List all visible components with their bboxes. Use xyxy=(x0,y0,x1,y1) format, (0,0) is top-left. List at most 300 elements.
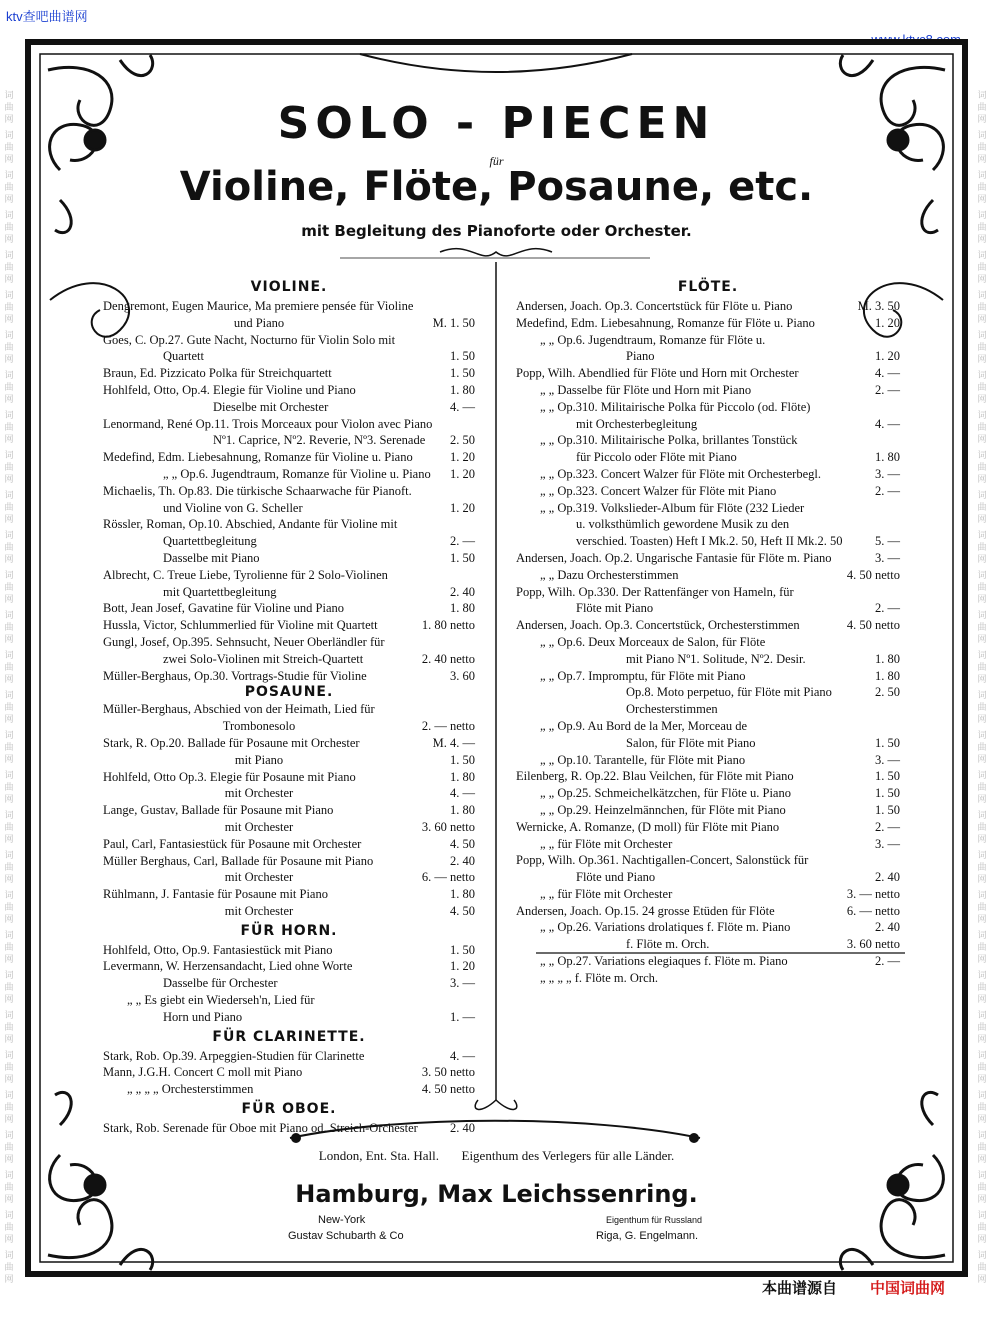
catalog-entry xyxy=(516,533,900,550)
entry-title: „ „ Op.26. Variations drolatiques f. Flöte m. Piano xyxy=(540,920,791,935)
entry-price: 2. — xyxy=(875,819,900,834)
side-watermark-glyph: 网 xyxy=(4,155,14,165)
entry-title: f. Flöte m. Orch. xyxy=(626,937,710,952)
entry-price: 4. 50 xyxy=(450,903,475,918)
instruments-title: Violine, Flöte, Posaune, etc. xyxy=(179,164,814,210)
side-watermark-glyph: 网 xyxy=(977,435,987,445)
entry-price: 3. — netto xyxy=(846,886,900,901)
side-watermark-glyph: 词 xyxy=(977,1171,987,1181)
entry-price: 1. 50 xyxy=(450,550,475,565)
side-watermark-glyph: 曲 xyxy=(4,903,14,913)
side-watermark-glyph: 词 xyxy=(977,971,987,981)
catalog-entry xyxy=(516,449,900,466)
side-watermark-glyph: 曲 xyxy=(977,1023,987,1033)
entry-title: Lenormand, René Op.11. Trois Morceaux pour Violon avec Piano xyxy=(103,416,433,431)
entry-title: Albrecht, C. Treue Liebe, Tyrolienne für 2 Solo-Violinen xyxy=(103,567,388,582)
side-watermark-glyph: 词 xyxy=(977,411,987,421)
entry-price: 2. 40 xyxy=(450,853,475,868)
side-watermark-glyph: 词 xyxy=(977,371,987,381)
entry-title: Hussla, Victor, Schlummerlied für Violine mit Quartett xyxy=(103,618,378,633)
watermark-bottom-right: 中国词曲网 xyxy=(870,1279,946,1297)
side-watermark-glyph: 曲 xyxy=(977,983,987,993)
side-watermark-glyph: 词 xyxy=(977,491,987,501)
side-watermark-glyph: 曲 xyxy=(4,1063,14,1073)
catalog-entry xyxy=(103,1048,475,1065)
side-watermark-glyph: 曲 xyxy=(4,423,14,433)
left-column xyxy=(103,276,475,1137)
entry-price: 1. 20 xyxy=(450,959,475,974)
side-watermark-glyph: 曲 xyxy=(977,1183,987,1193)
entry-price: 2. — xyxy=(875,601,900,616)
side-watermark-glyph: 词 xyxy=(977,131,987,141)
entry-title: Quartettbegleitung xyxy=(163,534,257,549)
side-watermark-glyph: 曲 xyxy=(977,1143,987,1153)
entry-price: 3. — xyxy=(875,836,900,851)
side-watermark-glyph: 词 xyxy=(977,731,987,741)
side-watermark-glyph: 网 xyxy=(4,835,14,845)
side-watermark-glyph: 曲 xyxy=(977,223,987,233)
entry-price: 3. 60 netto xyxy=(421,819,475,834)
watermark-top-right: www.ktvc8.com xyxy=(871,32,961,47)
side-watermark-glyph: 曲 xyxy=(4,1183,14,1193)
catalog-entry xyxy=(103,718,475,735)
side-watermark-glyph: 词 xyxy=(977,611,987,621)
catalog-entry xyxy=(103,516,475,533)
catalog-entry xyxy=(516,516,900,533)
side-watermark-glyph: 词 xyxy=(4,891,14,901)
side-watermark-glyph: 曲 xyxy=(4,703,14,713)
entry-title: mit Orchester xyxy=(224,786,294,801)
entry-title: Müller-Berghaus, Abschied von der Heimath, Lied für xyxy=(103,702,375,717)
side-watermark-glyph: 网 xyxy=(4,915,14,925)
side-watermark-glyph: 网 xyxy=(4,1075,14,1085)
catalog-entry xyxy=(103,1064,475,1081)
entry-title: Dengremont, Eugen Maurice, Ma premiere pensée für Violine xyxy=(103,299,414,313)
side-watermark-glyph: 曲 xyxy=(4,223,14,233)
side-watermark-glyph: 曲 xyxy=(977,583,987,593)
side-watermark-glyph: 词 xyxy=(4,371,14,381)
side-watermark-glyph: 词 xyxy=(977,1011,987,1021)
side-watermark-glyph: 网 xyxy=(977,1195,987,1205)
side-watermark-glyph: 曲 xyxy=(4,183,14,193)
side-watermark-glyph: 词 xyxy=(4,971,14,981)
side-watermark-glyph: 曲 xyxy=(4,1263,14,1273)
side-watermark-glyph: 网 xyxy=(4,315,14,325)
footer-newyork: New-York xyxy=(318,1214,366,1226)
entry-title: „ „ Es giebt ein Wiederseh'n, Lied für xyxy=(127,993,315,1008)
side-watermark-glyph: 网 xyxy=(4,1155,14,1165)
section-heading-oboe: FÜR OBOE. xyxy=(241,1101,337,1118)
entry-title: Gungl, Josef, Op.395. Sehnsucht, Neuer Oberländler für xyxy=(103,634,385,649)
entry-title: Paul, Carl, Fantasiestück für Posaune mit Orchester xyxy=(103,836,362,851)
entry-title: Michaelis, Th. Op.83. Die türkische Schaarwache für Pianoft. xyxy=(103,483,412,498)
side-watermark-glyph: 网 xyxy=(977,315,987,325)
side-watermark-glyph: 词 xyxy=(977,1051,987,1061)
side-watermark-glyph: 网 xyxy=(4,755,14,765)
entry-price: 4. 50 xyxy=(450,836,475,851)
side-watermark-glyph: 网 xyxy=(4,1235,14,1245)
side-watermark-glyph: 网 xyxy=(4,595,14,605)
side-watermark-glyph: 词 xyxy=(4,251,14,261)
side-watermark-glyph: 曲 xyxy=(977,623,987,633)
side-watermark-glyph: 词 xyxy=(4,1051,14,1061)
entry-price: 2. 50 xyxy=(875,685,900,700)
side-watermark-glyph: 网 xyxy=(977,635,987,645)
entry-title: Piano xyxy=(626,349,655,364)
entry-title: mit Orchester xyxy=(224,870,294,885)
side-watermark-glyph: 词 xyxy=(4,1251,14,1261)
entry-title: Medefind, Edm. Liebesahnung, Romanze für Flöte u. Piano xyxy=(516,315,815,330)
catalog-entry xyxy=(516,785,900,802)
side-watermark-glyph: 网 xyxy=(977,795,987,805)
catalog-entry xyxy=(103,975,475,992)
entry-title: „ „ „ „ f. Flöte m. Orch. xyxy=(540,970,659,985)
entry-title: und Piano xyxy=(233,315,285,330)
side-watermark-glyph: 网 xyxy=(4,995,14,1005)
entry-price: 1. 80 xyxy=(450,601,475,616)
side-watermark-glyph: 网 xyxy=(977,995,987,1005)
catalog-entry xyxy=(516,752,900,769)
footer-eigenthum: Eigenthum des Verlegers für alle Länder. xyxy=(461,1148,675,1163)
catalog-entry xyxy=(516,886,900,903)
catalog-entry xyxy=(103,533,475,550)
side-watermark-glyph: 词 xyxy=(4,1011,14,1021)
side-watermark-glyph: 词 xyxy=(977,531,987,541)
catalog-entry xyxy=(103,819,475,836)
entry-title: Hohlfeld, Otto, Op.4. Elegie für Violine und Piano xyxy=(103,382,356,397)
entry-price: 1. — xyxy=(450,1009,475,1024)
side-watermark-glyph: 词 xyxy=(4,131,14,141)
entry-price: 6. — netto xyxy=(421,870,475,885)
side-watermark-glyph: 词 xyxy=(977,1211,987,1221)
entry-price: 3. 50 netto xyxy=(421,1065,475,1080)
side-watermark-glyph: 曲 xyxy=(4,623,14,633)
side-watermark-glyph: 网 xyxy=(977,1115,987,1125)
catalog-entry xyxy=(103,315,475,332)
side-watermark-glyph: 词 xyxy=(977,811,987,821)
right-column xyxy=(516,276,900,987)
entry-price: 1. 50 xyxy=(875,786,900,801)
catalog-entry xyxy=(516,617,900,634)
entry-title: „ „ Op.25. Schmeichelkätzchen, für Flöte u. Piano xyxy=(540,786,791,801)
catalog-entry xyxy=(516,836,900,853)
catalog-entry xyxy=(103,853,475,870)
side-watermark-glyph: 曲 xyxy=(4,143,14,153)
side-watermark-glyph: 词 xyxy=(977,891,987,901)
entry-title: Eilenberg, R. Op.22. Blau Veilchen, für Flöte mit Piano xyxy=(516,769,794,784)
side-watermark-glyph: 曲 xyxy=(977,783,987,793)
title-fuer: für xyxy=(489,154,504,168)
side-watermark-glyph: 曲 xyxy=(4,303,14,313)
floete-list xyxy=(516,298,900,987)
entry-title: „ „ Op.9. Au Bord de la Mer, Morceau de xyxy=(540,718,748,733)
side-watermark-glyph: 网 xyxy=(4,1035,14,1045)
side-watermark-glyph: 网 xyxy=(977,1155,987,1165)
catalog-entry xyxy=(516,315,900,332)
watermark-bottom-left: 本曲谱源自 xyxy=(762,1279,838,1297)
side-watermark-glyph: 网 xyxy=(4,275,14,285)
entry-price: M. 4. — xyxy=(432,735,475,750)
side-watermark-glyph: 曲 xyxy=(977,1263,987,1273)
entry-price: 3. — xyxy=(450,976,475,991)
side-watermark-glyph: 词 xyxy=(4,1091,14,1101)
side-watermark-glyph: 网 xyxy=(4,475,14,485)
side-watermark-glyph: 网 xyxy=(977,675,987,685)
side-watermark-glyph: 曲 xyxy=(4,103,14,113)
side-watermark-glyph: 网 xyxy=(4,635,14,645)
side-watermark-glyph: 网 xyxy=(977,115,987,125)
entry-title: „ „ Op.27. Variations elegiaques f. Flöte m. Piano xyxy=(540,954,788,969)
catalog-entry xyxy=(103,942,475,959)
entry-price: M. 1. 50 xyxy=(432,315,475,330)
catalog-entry xyxy=(516,684,900,701)
side-watermark-glyph: 网 xyxy=(977,955,987,965)
side-watermark-glyph: 网 xyxy=(977,595,987,605)
side-watermark-glyph: 曲 xyxy=(977,663,987,673)
entry-price: 1. 50 xyxy=(875,802,900,817)
side-watermark-glyph: 曲 xyxy=(977,703,987,713)
side-watermark-glyph: 曲 xyxy=(977,383,987,393)
entry-title: „ „ Op.10. Tarantelle, für Flöte mit Piano xyxy=(540,752,746,767)
entry-title: Popp, Wilh. Abendlied für Flöte und Horn mit Orchester xyxy=(516,366,799,381)
entry-price: 1. 50 xyxy=(875,769,900,784)
entry-price: 3. — xyxy=(875,466,900,481)
catalog-entry xyxy=(103,416,475,433)
entry-price: 3. — xyxy=(875,550,900,565)
catalog-entry xyxy=(103,332,475,349)
side-watermark-glyph: 词 xyxy=(4,811,14,821)
entry-title: „ „ Op.6. Jugendtraum, Romanze für Violine u. Piano xyxy=(163,466,431,481)
entry-price: 1. 20 xyxy=(875,349,900,364)
catalog-entry xyxy=(516,668,900,685)
side-watermark-glyph: 曲 xyxy=(4,503,14,513)
side-watermark-glyph: 曲 xyxy=(977,743,987,753)
entry-price: 2. — xyxy=(875,483,900,498)
entry-title: Nº1. Caprice, Nº2. Reverie, Nº3. Serenade xyxy=(213,433,426,448)
entry-title: Popp, Wilh. Op.330. Der Rattenfänger von Hameln, für xyxy=(516,584,794,599)
side-watermark-glyph: 曲 xyxy=(977,943,987,953)
entry-price: 4. 50 netto xyxy=(846,618,900,633)
entry-price: 3. 60 netto xyxy=(846,937,900,952)
catalog-entry xyxy=(516,634,900,651)
catalog-entry xyxy=(516,298,900,315)
footer-riga-label: Eigenthum für Russland xyxy=(606,1215,703,1225)
entry-title: „ „ für Flöte mit Orchester xyxy=(540,836,673,851)
entry-title: Wernicke, A. Romanze, (D moll) für Flöte mit Piano xyxy=(516,819,780,834)
entry-title: Lange, Gustav, Ballade für Posaune mit Piano xyxy=(103,803,334,818)
side-watermark-glyph: 曲 xyxy=(977,423,987,433)
entry-title: mit Quartettbegleitung xyxy=(163,584,277,599)
entry-title: Müller-Berghaus, Op.30. Vortrags-Studie für Violine xyxy=(103,668,367,683)
entry-title: „ „ Op.6. Jugendtraum, Romanze für Flöte u. xyxy=(540,332,766,347)
side-watermark-glyph: 词 xyxy=(4,411,14,421)
entry-title: Dasselbe mit Piano xyxy=(163,550,260,565)
side-watermark-glyph: 网 xyxy=(4,555,14,565)
section-heading-floete: FLÖTE. xyxy=(677,279,739,295)
side-watermark-glyph: 词 xyxy=(977,771,987,781)
catalog-entry xyxy=(103,584,475,601)
entry-title: Goes, C. Op.27. Gute Nacht, Nocturno für Violin Solo mit xyxy=(103,332,396,347)
catalog-entry xyxy=(516,735,900,752)
side-watermark-glyph: 网 xyxy=(4,1275,14,1285)
side-watermark-glyph: 网 xyxy=(4,195,14,205)
entry-title: „ „ Op.323. Concert Walzer für Flöte mit Orchesterbegl. xyxy=(540,466,821,481)
entry-title: Rühlmann, J. Fantasie für Posaune mit Piano xyxy=(103,887,328,902)
side-watermark-glyph: 词 xyxy=(4,491,14,501)
catalog-entry xyxy=(103,617,475,634)
entry-title: „ „ für Flöte mit Orchester xyxy=(540,886,673,901)
catalog-entry xyxy=(103,1081,475,1098)
entry-title: Andersen, Joach. Op.2. Ungarische Fantasie für Flöte m. Piano xyxy=(516,550,832,565)
side-watermark-glyph: 网 xyxy=(4,515,14,525)
side-watermark-glyph: 词 xyxy=(4,611,14,621)
catalog-entry xyxy=(103,483,475,500)
side-watermark-glyph: 曲 xyxy=(4,823,14,833)
side-watermark-glyph: 词 xyxy=(977,331,987,341)
entry-price: 1. 20 xyxy=(450,450,475,465)
catalog-entry xyxy=(516,869,900,886)
side-watermark-glyph: 词 xyxy=(977,1131,987,1141)
entry-title: Stark, Rob. Serenade für Oboe mit Piano od. Streich-Orchester xyxy=(103,1121,418,1136)
catalog-entry xyxy=(103,449,475,466)
entry-price: 1. 80 xyxy=(450,382,475,397)
entry-title: Bott, Jean Josef, Gavatine für Violine und Piano xyxy=(103,601,344,616)
entry-title: Horn und Piano xyxy=(163,1009,243,1024)
catalog-entry xyxy=(516,584,900,601)
catalog-entry xyxy=(103,903,475,920)
side-watermark-glyph: 网 xyxy=(977,555,987,565)
side-watermark-glyph: 词 xyxy=(4,771,14,781)
catalog-entry xyxy=(103,886,475,903)
entry-price: 3. — xyxy=(875,752,900,767)
section-heading-violine: VIOLINE. xyxy=(250,279,328,295)
footer-newyork-agent: Gustav Schubarth & Co xyxy=(288,1230,404,1242)
side-watermark-glyph: 曲 xyxy=(977,183,987,193)
entry-title: verschied. Toasten) Heft I Mk.2. 50, Heft II Mk.2. 50 xyxy=(576,534,843,549)
side-watermark-glyph: 网 xyxy=(977,155,987,165)
side-watermark-glyph: 词 xyxy=(977,251,987,261)
entry-price: 1. 50 xyxy=(450,366,475,381)
subtitle: mit Begleitung des Pianoforte oder Orchester. xyxy=(301,222,692,240)
entry-title: Andersen, Joach. Op.3. Concertstück für Flöte u. Piano xyxy=(516,299,793,313)
catalog-entry xyxy=(103,365,475,382)
entry-title: Salon, für Flöte mit Piano xyxy=(626,735,756,750)
side-watermark-glyph: 曲 xyxy=(977,1063,987,1073)
catalog-entry xyxy=(103,432,475,449)
side-watermark-glyph: 网 xyxy=(4,1195,14,1205)
catalog-entry xyxy=(103,802,475,819)
entry-price: 4. — xyxy=(450,1048,475,1063)
catalog-entry xyxy=(516,903,900,920)
catalog-entry xyxy=(103,735,475,752)
side-watermark-glyph: 网 xyxy=(977,715,987,725)
catalog-entry xyxy=(103,466,475,483)
side-watermark-glyph: 网 xyxy=(4,875,14,885)
entry-title: Dieselbe mit Orchester xyxy=(213,399,329,414)
catalog-entry xyxy=(516,936,900,953)
entry-price: 1. 80 xyxy=(875,668,900,683)
entry-price: 1. 50 xyxy=(875,735,900,750)
side-watermark-glyph: 曲 xyxy=(977,543,987,553)
entry-title: Braun, Ed. Pizzicato Polka für Streichquartett xyxy=(103,366,332,381)
side-watermark-glyph: 曲 xyxy=(977,303,987,313)
section-heading-posaune: POSAUNE. xyxy=(244,684,334,701)
entry-title: „ „ Op.6. Deux Morceaux de Salon, für Flöte xyxy=(540,634,766,649)
entry-price: 2. 50 xyxy=(450,433,475,448)
catalog-entry xyxy=(516,348,900,365)
side-watermark-glyph: 曲 xyxy=(4,783,14,793)
side-watermark-glyph: 词 xyxy=(4,1131,14,1141)
side-watermark-glyph: 词 xyxy=(977,451,987,461)
catalog-entry xyxy=(516,718,900,735)
entry-title: „ „ Op.323. Concert Walzer für Flöte mit Piano xyxy=(540,483,777,498)
side-watermark-glyph: 曲 xyxy=(4,1103,14,1113)
entry-price: 1. 50 xyxy=(450,942,475,957)
side-watermark-glyph: 网 xyxy=(4,435,14,445)
catalog-entry xyxy=(103,958,475,975)
side-watermark-glyph: 网 xyxy=(977,1075,987,1085)
side-watermark-glyph: 网 xyxy=(4,795,14,805)
side-watermark-glyph: 曲 xyxy=(4,583,14,593)
side-watermark-glyph: 词 xyxy=(4,931,14,941)
catalog-entry xyxy=(103,869,475,886)
side-watermark-glyph: 词 xyxy=(4,731,14,741)
entry-price: 2. 40 netto xyxy=(421,651,475,666)
section-heading-horn: FÜR HORN. xyxy=(240,922,338,939)
catalog-entry xyxy=(103,785,475,802)
catalog-entry xyxy=(103,382,475,399)
entry-title: Trombonesolo xyxy=(222,719,296,734)
side-watermark-glyph: 词 xyxy=(977,211,987,221)
catalog-entry xyxy=(103,836,475,853)
entry-price: 1. 20 xyxy=(875,315,900,330)
entry-price: 4. 50 netto xyxy=(846,567,900,582)
catalog-entry xyxy=(516,819,900,836)
side-watermark-glyph: 词 xyxy=(977,851,987,861)
side-watermark-glyph: 词 xyxy=(977,1251,987,1261)
catalog-entry xyxy=(103,701,475,718)
entry-title: Mann, J.G.H. Concert C moll mit Piano xyxy=(103,1065,303,1080)
entry-price: 2. — xyxy=(875,954,900,969)
clarinette-list xyxy=(103,1048,475,1098)
side-watermark-glyph: 曲 xyxy=(4,1143,14,1153)
catalog-entry xyxy=(516,970,900,987)
catalog-entry xyxy=(103,651,475,668)
entry-price: 1. 80 xyxy=(875,651,900,666)
side-watermark-glyph: 曲 xyxy=(977,1223,987,1233)
side-watermark-glyph: 网 xyxy=(977,1235,987,1245)
entry-price: 4. 50 netto xyxy=(421,1082,475,1097)
side-watermark-glyph: 词 xyxy=(977,571,987,581)
side-watermark-glyph: 曲 xyxy=(977,343,987,353)
side-watermark-glyph: 词 xyxy=(4,571,14,581)
side-watermark-glyph: 词 xyxy=(4,211,14,221)
catalog-entry xyxy=(103,600,475,617)
entry-title: Stark, R. Op.20. Ballade für Posaune mit Orchester xyxy=(103,735,360,750)
entry-title: mit Piano Nº1. Solitude, Nº2. Desir. xyxy=(626,651,806,666)
publisher-name: Hamburg, Max Leichssenring. xyxy=(295,1180,698,1208)
catalog-entry xyxy=(516,651,900,668)
catalog-entry xyxy=(103,567,475,584)
side-watermark-glyph: 曲 xyxy=(977,823,987,833)
catalog-entry xyxy=(516,432,900,449)
catalog-entry xyxy=(103,668,475,685)
watermark-top-left: ktv查吧曲谱网 xyxy=(6,9,88,24)
entry-title: Popp, Wilh. Op.361. Nachtigallen-Concert, Salonstück für xyxy=(516,853,809,868)
entry-price: 4. — xyxy=(450,399,475,414)
footer-rights xyxy=(0,1148,993,1164)
side-watermark-glyph: 网 xyxy=(4,1115,14,1125)
